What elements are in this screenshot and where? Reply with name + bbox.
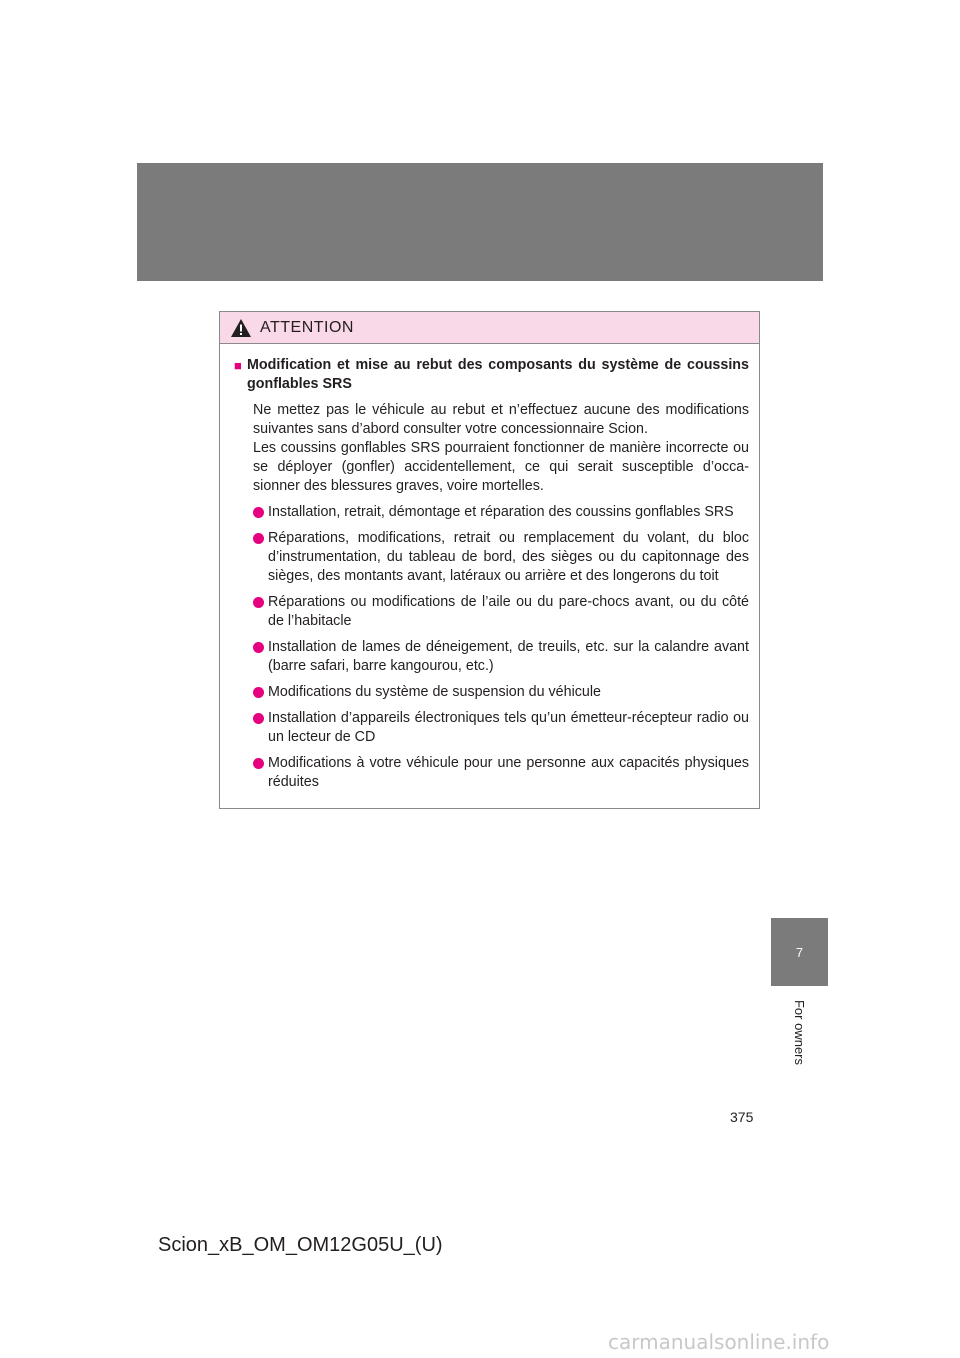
section-heading bbox=[234, 356, 749, 394]
warning-title: ATTENTION bbox=[260, 318, 354, 336]
list-item-text: Installation d’appareils électroniques tels qu’un émetteur-récepteur radio ou un lecteur de CD bbox=[268, 710, 749, 745]
page-number: 375 bbox=[730, 1109, 754, 1125]
warning-header bbox=[220, 312, 759, 344]
section-heading-text: Modification et mise au rebut des composants du système de coussins gonflables SRS bbox=[247, 357, 749, 392]
bullet-dot-icon bbox=[253, 713, 264, 724]
list-item bbox=[253, 709, 749, 747]
square-bullet-icon: ■ bbox=[234, 358, 242, 373]
list-item bbox=[253, 683, 749, 702]
list-item bbox=[253, 593, 749, 631]
list-item bbox=[253, 754, 749, 792]
list-item bbox=[253, 529, 749, 586]
list-item-text: Installation de lames de déneigement, de treuils, etc. sur la calandre avant (barre safari, barre kangourou, etc.) bbox=[268, 639, 749, 674]
chapter-number: 7 bbox=[795, 944, 804, 960]
list-item-text: Installation, retrait, démontage et réparation des coussins gonflables SRS bbox=[268, 504, 734, 520]
header-band bbox=[137, 163, 823, 281]
bullet-dot-icon bbox=[253, 687, 264, 698]
document-code: Scion_xB_OM_OM12G05U_(U) bbox=[158, 1234, 443, 1256]
chapter-tab[interactable] bbox=[771, 918, 828, 986]
list-item-text: Réparations, modifications, retrait ou remplacement du volant, du bloc d’instrumentation, du tableau de bord, des sièges ou du capitonnage des sièges, des montants avant, latéraux ou arrière et des longerons du toit bbox=[268, 530, 749, 584]
paragraph-line: Les coussins gonflables SRS pourraient fonctionner de manière incorrecte ou se déployer (gonfler) accidentellement, ce qui serait susceptible d’occa-sionner des blessures graves, voire mortelles. bbox=[253, 440, 749, 494]
paragraph-line: Ne mettez pas le véhicule au rebut et n’effectuez aucune des modifications suivantes sans d’abord consulter votre concessionnaire Scion. bbox=[253, 402, 749, 437]
bullet-dot-icon bbox=[253, 758, 264, 769]
warning-triangle-icon bbox=[230, 318, 252, 338]
chapter-label-area bbox=[771, 994, 828, 1070]
bullet-dot-icon bbox=[253, 507, 264, 518]
warning-body bbox=[220, 344, 759, 792]
list-item-text: Modifications du système de suspension du véhicule bbox=[268, 684, 601, 700]
bullet-dot-icon bbox=[253, 533, 264, 544]
list-item bbox=[253, 638, 749, 676]
list-item-text: Modifications à votre véhicule pour une personne aux capacités physiques réduites bbox=[268, 755, 749, 790]
warning-box bbox=[219, 311, 760, 809]
list-item-text: Réparations ou modifications de l’aile ou du pare-chocs avant, ou du côté de l’habitacle bbox=[268, 594, 749, 629]
chapter-label: For owners bbox=[792, 999, 807, 1065]
bullet-dot-icon bbox=[253, 642, 264, 653]
watermark: carmanualsonline.info bbox=[608, 1330, 830, 1354]
warning-paragraph bbox=[253, 401, 749, 496]
bullet-dot-icon bbox=[253, 597, 264, 608]
list-item bbox=[253, 503, 749, 522]
